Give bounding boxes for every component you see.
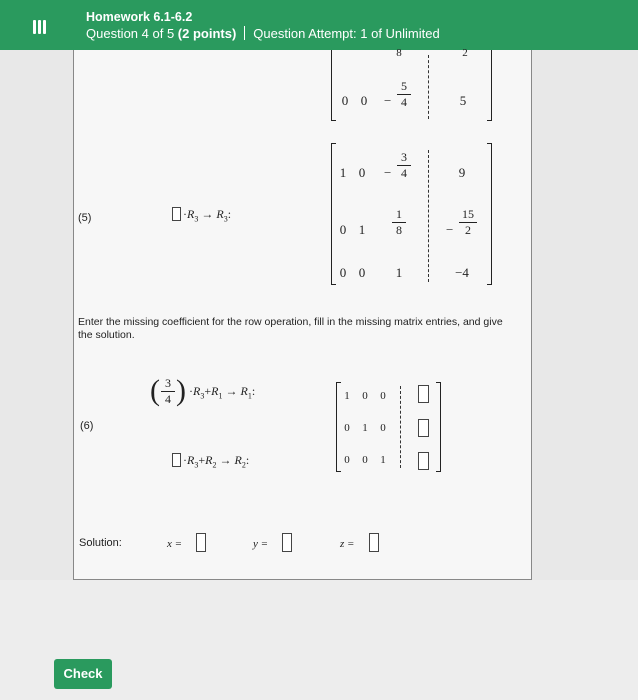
question-card: [73, 50, 532, 580]
matrix-cell: 0: [362, 390, 368, 402]
matrix-cell: 9: [458, 165, 466, 180]
matrix-cell: 0: [362, 454, 368, 466]
step6-op1-open-paren: (: [150, 374, 160, 407]
step-5-label: (5): [78, 212, 92, 224]
instructions-text: Enter the missing coefficient for the row operation, fill in the missing matrix entries, and give the solution.: [78, 316, 503, 341]
y-input[interactable]: [282, 533, 292, 552]
top-matrix-partial-cell: 2: [462, 48, 468, 57]
step6-row-operation-2: $\cdot R_3+R_2 \to R_2$:: [183, 453, 250, 470]
matrix-entry-input-row3[interactable]: [418, 452, 429, 470]
attempt-info: Question Attempt: 1 of Unlimited: [253, 26, 440, 41]
hamburger-menu-icon[interactable]: [33, 20, 47, 34]
matrix-cell: 1: [358, 222, 366, 237]
matrix-fraction: 5 4: [397, 80, 411, 109]
x-input[interactable]: [196, 533, 206, 552]
matrix-sign: −: [384, 165, 392, 180]
step6-row-operation-1: $\cdot R_3+R_1 \to R_1$:: [189, 384, 256, 401]
matrix-cell: 0: [380, 390, 386, 402]
question-points: (2 points): [177, 26, 237, 41]
matrix-sign: −: [446, 222, 454, 237]
matrix-cell: 0: [358, 165, 366, 180]
top-matrix-divider: [428, 55, 429, 119]
solution-label: Solution:: [79, 537, 122, 549]
question-number: Question 4 of 5: [86, 26, 175, 41]
matrix-fraction: 3 4: [397, 151, 411, 180]
step5-coefficient-input[interactable]: [172, 207, 181, 221]
top-header: [0, 0, 638, 50]
matrix-cell: 5: [459, 93, 467, 108]
z-input[interactable]: [369, 533, 379, 552]
matrix-cell: 1: [339, 165, 347, 180]
matrix-cell: 0: [344, 422, 350, 434]
step6-op1-close-paren: ): [176, 374, 186, 407]
homework-title: Homework 6.1-6.2: [86, 10, 193, 24]
step5-matrix-divider: [428, 150, 429, 282]
step5-row-operation: $\cdot R_3 \to R_3$:: [183, 207, 232, 224]
matrix-sign: −: [384, 93, 392, 108]
matrix-cell: 0: [339, 222, 347, 237]
header-divider: [244, 26, 245, 40]
matrix-cell: 0: [358, 265, 366, 280]
matrix-cell: 0: [380, 422, 386, 434]
top-matrix-left-bracket: [331, 50, 336, 121]
x-label: x =: [167, 538, 183, 550]
step6-op1-coefficient: 3 4: [161, 377, 175, 406]
y-label: y =: [253, 538, 269, 550]
question-info: [86, 26, 440, 41]
z-label: z =: [340, 538, 355, 550]
step6-matrix-right-bracket: [436, 382, 441, 472]
matrix-entry-input-row1[interactable]: [418, 385, 429, 403]
matrix-cell: 1: [380, 454, 386, 466]
step5-matrix-right-bracket: [487, 143, 492, 285]
matrix-entry-input-row2[interactable]: [418, 419, 429, 437]
matrix-cell: 0: [341, 93, 349, 108]
matrix-cell: 0: [344, 454, 350, 466]
matrix-fraction: 1 8: [392, 208, 406, 237]
matrix-cell: −4: [455, 265, 469, 280]
matrix-cell: 0: [339, 265, 347, 280]
top-matrix-right-bracket: [487, 50, 492, 121]
matrix-cell: 1: [395, 265, 403, 280]
matrix-cell: 1: [344, 390, 350, 402]
step6-matrix-divider: [400, 386, 401, 468]
matrix-cell: 1: [362, 422, 368, 434]
step-6-label: (6): [80, 420, 94, 432]
matrix-cell: 0: [360, 93, 368, 108]
matrix-fraction: 15 2: [459, 208, 477, 237]
top-matrix-partial-cell: 8: [396, 48, 402, 57]
check-button[interactable]: Check: [54, 659, 112, 689]
step6-coefficient-input[interactable]: [172, 453, 181, 467]
